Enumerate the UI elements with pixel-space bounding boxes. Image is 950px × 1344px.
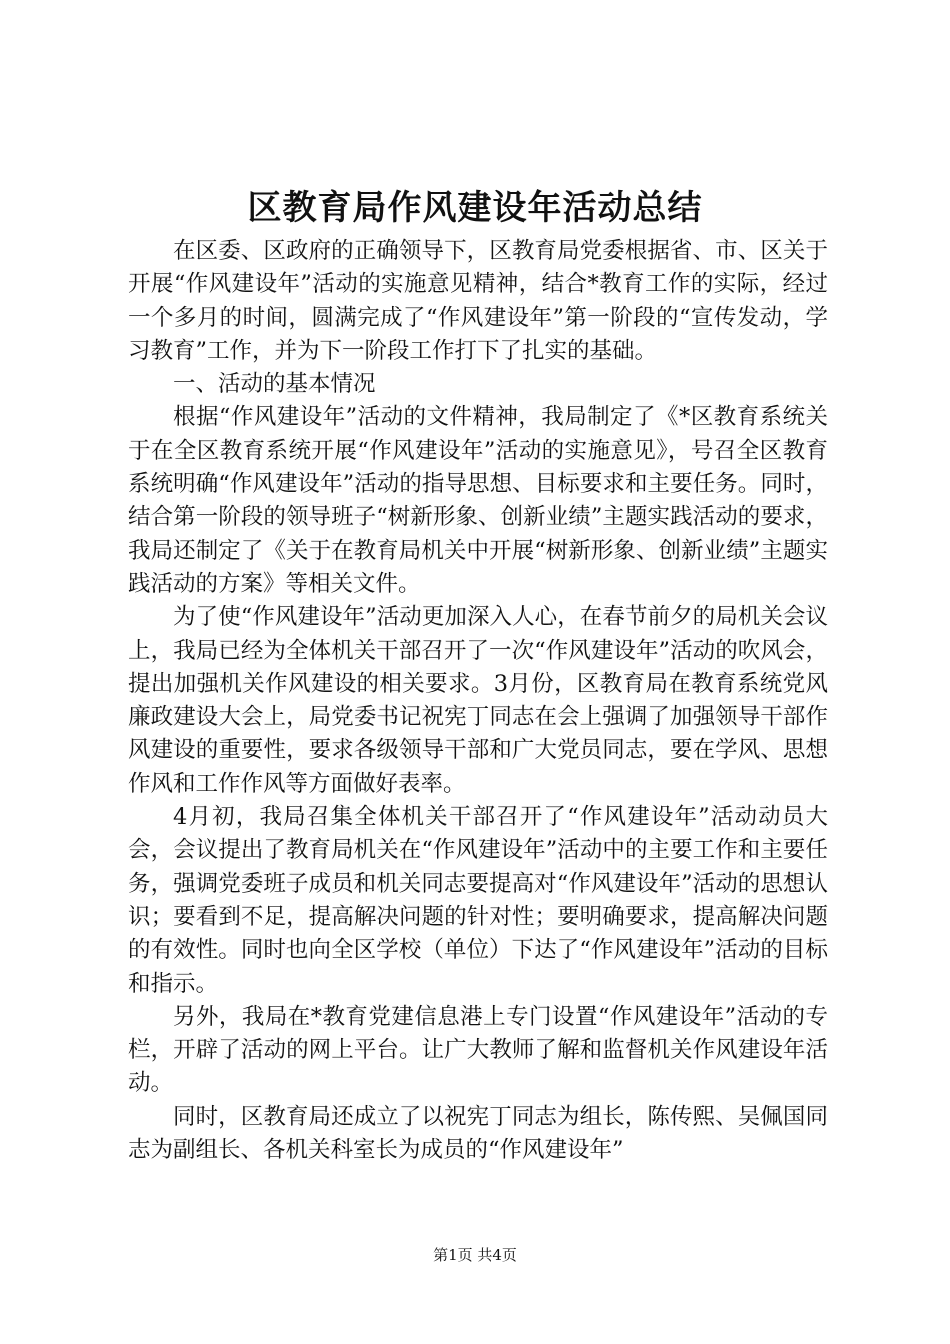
paragraph-documents: 根据“作风建设年”活动的文件精神，我局制定了《*区教育系统关于在全区教育系统开展“作风建设年”活动的实施意见》，号召全区教育系统明确“作风建设年”活动的指导思想、目标要求和主要任务。同时，结合第一阶段的领导班子“树新形象、创新业绩”主题实践活动的要求，我局还制定了《关于在教育局机关中开展“树新形象、创新业绩”主题实践活动的方案》等相关文件。: [128, 404, 828, 597]
section-heading-basic-situation: 一、活动的基本情况: [173, 371, 376, 398]
paragraph-leadership-group: 同时，区教育局还成立了以祝宪丁同志为组长，陈传熙、吴佩国同志为副组长、各机关科室长为成员的“作风建设年”: [128, 1103, 828, 1164]
paragraph-online-platform: 另外，我局在*教育党建信息港上专门设置“作风建设年”活动的专栏，开辟了活动的网上平台。让广大教师了解和监督机关作风建设年活动。: [128, 1003, 828, 1097]
document-body: [128, 235, 828, 1167]
page-footer: 第1页 共4页: [433, 1246, 517, 1264]
paragraph-intro: 在区委、区政府的正确领导下，区教育局党委根据省、市、区关于开展“作风建设年”活动的实施意见精神，结合*教育工作的实际，经过一个多月的时间，圆满完成了“作风建设年”第一阶段的“宣传发动，学习教育”工作，并为下一阶段工作打下了扎实的基础。: [128, 238, 828, 364]
paragraph-meetings: 为了使“作风建设年”活动更加深入人心，在春节前夕的局机关会议上，我局已经为全体机关干部召开了一次“作风建设年”活动的吹风会，提出加强机关作风建设的相关要求。3月份，区教育局在教育系统党风廉政建设大会上，局党委书记祝宪丁同志在会上强调了加强领导干部作风建设的重要性，要求各级领导干部和广大党员同志，要在学风、思想作风和工作作风等方面做好表率。: [128, 604, 828, 797]
paragraph-mobilization: 4月初，我局召集全体机关干部召开了“作风建设年”活动动员大会，会议提出了教育局机关在“作风建设年”活动中的主要工作和主要任务，强调党委班子成员和机关同志要提高对“作风建设年”活动的思想认识；要看到不足，提高解决问题的针对性；要明确要求，提高解决问题的有效性。同时也向全区学校（单位）下达了“作风建设年”活动的目标和指示。: [128, 804, 828, 997]
document-title: 区教育局作风建设年活动总结: [247, 188, 703, 228]
